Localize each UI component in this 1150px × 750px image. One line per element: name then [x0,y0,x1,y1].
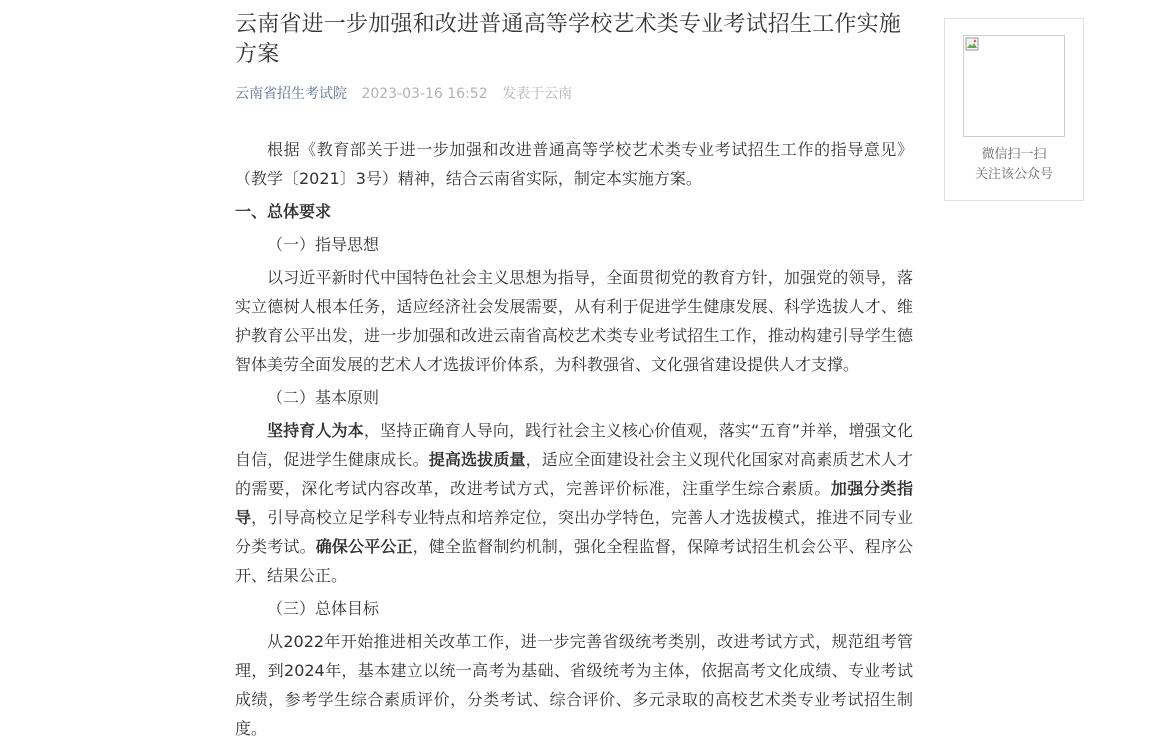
principle-3-title: 加强分类指导 [235,479,913,527]
publish-date: 2023-03-16 16:52 [361,86,488,102]
intro-paragraph: 根据《教育部关于进一步加强和改进普通高等学校艺术类专业考试招生工作的指导意见》（教学〔2021〕3号）精神，结合云南省实际，制定本实施方案。 [235,140,913,188]
overall-goal-paragraph: 从2022年开始推进相关改革工作，进一步完善省级统考类别，改进考试方式，规范组考管理，到2024年，基本建立以统一高考为基础、省级统考为主体，依据高考文化成绩、专业考试成绩，参考学生综合素质评价，分类考试、综合评价、多元录取的高校艺术类专业考试招生制度。 [235,632,913,738]
principle-3-text: ，引导高校立足学科专业特点和培养定位，突出办学特色，完善人才选拔模式，推进不同专业分类考试。 [235,508,913,556]
principle-1-text: ，坚持正确育人导向，践行社会主义核心价值观，落实“五育”并举，增强文化自信，促进学生健康成长。 [235,421,913,469]
account-name-link[interactable]: 云南省招生考试院 [235,86,347,102]
qr-caption-line-2: 关注该公众号 [974,167,1053,182]
article-content [235,135,913,743]
principle-2-title: 提高选拔质量 [428,450,526,469]
broken-image-icon [965,37,979,51]
subheading-basic-principles: （二）基本原则 [267,388,380,407]
principle-4-text: ，健全监督制约机制，强化全程监督，保障考试招生机会公平、程序公开、结果公正。 [235,537,913,585]
qr-caption [945,145,1083,185]
publish-location: 发表于云南 [502,86,573,102]
article-title: 云南省进一步加强和改进普通高等学校艺术类专业考试招生工作实施方案 [235,12,902,67]
qr-code-image [963,35,1065,137]
qr-caption-line-1: 微信扫一扫 [981,147,1047,162]
principle-1-title: 坚持育人为本 [267,421,364,440]
principle-4-title: 确保公平公正 [315,537,413,556]
basic-principles-paragraph [235,416,913,590]
section-heading-overall-requirements: 一、总体要求 [235,202,332,221]
guiding-ideology-paragraph: 以习近平新时代中国特色社会主义思想为指导，全面贯彻党的教育方针，加强党的领导，落实立德树人根本任务，适应经济社会发展需要，从有利于促进学生健康发展、科学选拔人才、维护教育公平出发，进一步加强和改进云南省高校艺术类专业考试招生工作，推动构建引导学生德智体美劳全面发展的艺术人才选拔评价体系，为科教强省、文化强省建设提供人才支撑。 [235,268,913,374]
principle-2-text: ，适应全面建设社会主义现代化国家对高素质艺术人才的需要，深化考试内容改革，改进考试方式，完善评价标准，注重学生综合素质。 [235,450,913,498]
article-meta [235,84,913,104]
subheading-guiding-ideology: （一）指导思想 [267,235,380,254]
qr-code-panel [944,18,1084,201]
article [235,0,913,747]
subheading-overall-goal: （三）总体目标 [267,599,380,618]
